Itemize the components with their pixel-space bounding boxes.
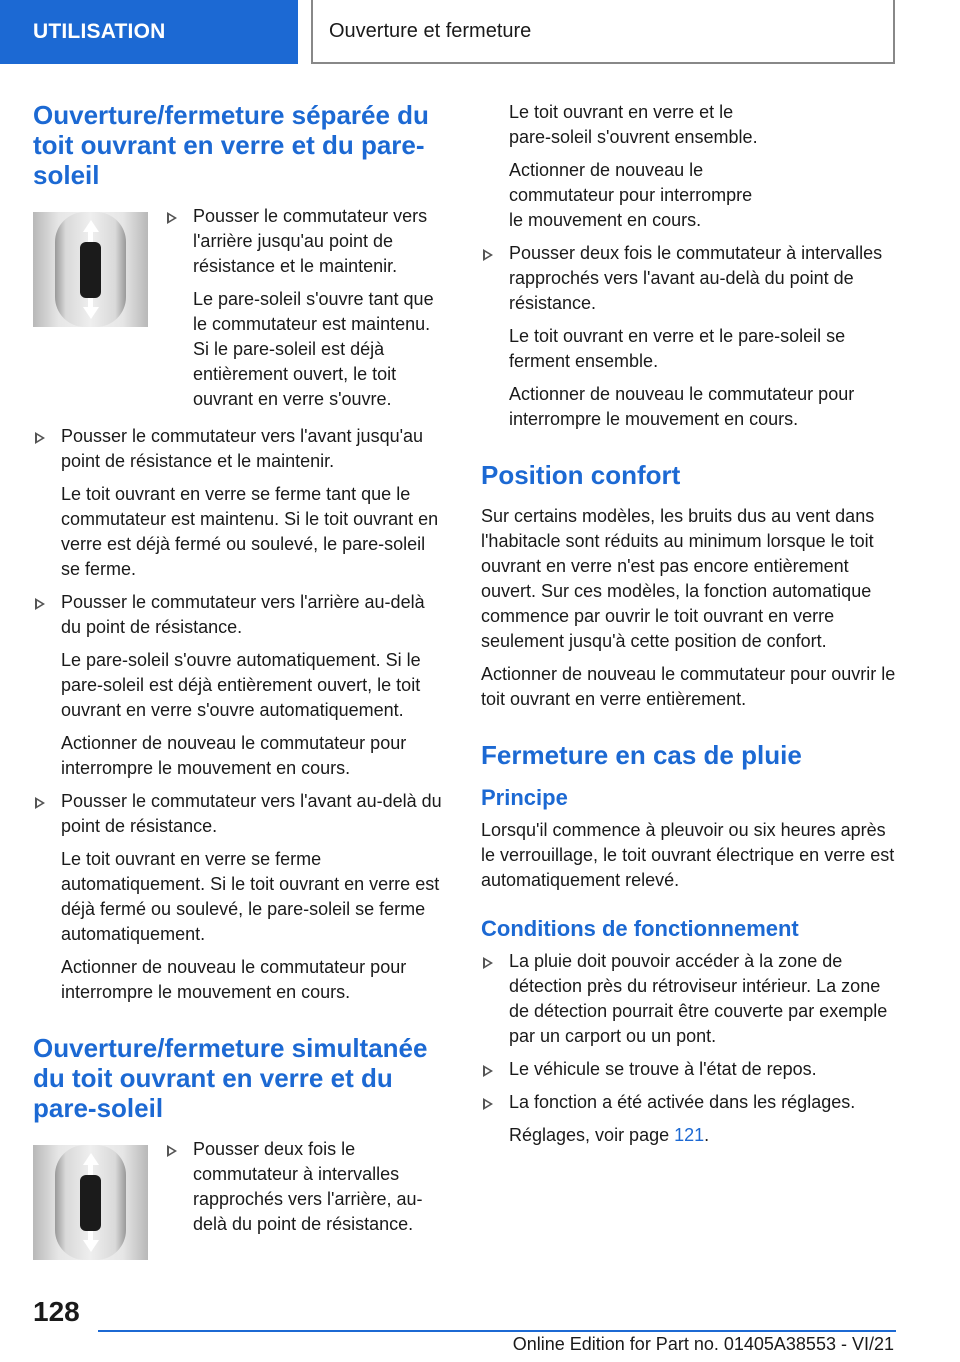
section-title-pluie: Fermeture en cas de pluie [481, 740, 802, 770]
switch-figure-image [33, 1145, 148, 1260]
arrow-up-icon [83, 1153, 99, 1165]
list-item [481, 1057, 897, 1082]
item-paragraph: Le toit ouvrant en verre se ferme tant que le commutateur est maintenu. Si le toit ouvrant en verre est déjà fermé ou soulevé, le pare-soleil se ferme. [61, 484, 439, 579]
arrow-up-icon [83, 220, 99, 232]
item-text: Pousser le commutateur vers l'arrière jusqu'au point de résistance et le maintenir. [193, 206, 428, 276]
settings-reference-text: Réglages, voir page [509, 1125, 675, 1145]
triangle-bullet-icon [35, 432, 45, 444]
switch-knob [80, 1175, 101, 1231]
list-item [33, 424, 449, 582]
item-paragraph: Le toit ouvrant en verre se ferme automatiquement. Si le toit ouvrant en verre est déjà fermé ou soulevé, le pare-soleil se ferme automatiquement. [61, 849, 440, 944]
item-text: La fonction a été activée dans les réglages. [509, 1092, 856, 1112]
list-item [481, 1090, 897, 1148]
subsection-title-conditions: Conditions de fonctionnement [481, 916, 799, 941]
switch-knob [80, 242, 101, 298]
page-number: 128 [33, 1296, 80, 1327]
edition-label: Online Edition for Part no. 01405A38553 - VI/21 [512, 1334, 894, 1354]
item-text: Pousser deux fois le commutateur à intervalles rapprochés vers l'arrière, au-delà du point de résistance. [193, 1139, 423, 1234]
triangle-bullet-icon [483, 957, 493, 969]
item-text: Le véhicule se trouve à l'état de repos. [509, 1059, 817, 1079]
principe-paragraph: Lorsqu'il commence à pleuvoir ou six heures après le verrouillage, le toit ouvrant électrique en verre est automatiquement relevé. [481, 820, 895, 890]
item-paragraph: Le pare-soleil s'ouvre automatiquement. Si le pare-soleil est déjà entièrement ouvert, le toit ouvrant en verre s'ouvre automatiquement. [61, 650, 421, 720]
list-item [165, 1137, 449, 1237]
footer-divider [98, 1330, 896, 1332]
switch-figure-image [33, 212, 148, 327]
item-paragraph: Actionner de nouveau le commutateur pour interrompre le mouvement en cours. [509, 160, 753, 230]
triangle-bullet-icon [35, 797, 45, 809]
section-title-confort: Position confort [481, 460, 681, 490]
triangle-bullet-icon [167, 1145, 177, 1157]
list-item [481, 949, 897, 1049]
item-paragraph: Le pare-soleil s'ouvre tant que le commutateur est maintenu. Si le pare-soleil est déjà entièrement ouvert, le toit ouvrant en verre s'ouvre. [193, 289, 434, 409]
item-paragraph: Actionner de nouveau le commutateur pour interrompre le mouvement en cours. [61, 957, 407, 1002]
item-paragraph: Actionner de nouveau le commutateur pour interrompre le mouvement en cours. [509, 384, 855, 429]
triangle-bullet-icon [483, 249, 493, 261]
settings-reference [509, 1123, 897, 1148]
triangle-bullet-icon [167, 212, 177, 224]
page-header [0, 0, 960, 66]
section-title-separate: Ouverture/fermeture séparée du toit ouvrant en verre et du pare-soleil [33, 100, 429, 190]
arrow-down-icon [83, 307, 99, 319]
item-text: Pousser le commutateur vers l'avant jusqu'au point de résistance et le maintenir. [61, 426, 424, 471]
item-paragraph: Le toit ouvrant en verre et le pare-soleil s'ouvrent ensemble. [509, 102, 758, 147]
arrow-down-icon [83, 1240, 99, 1252]
list-item [165, 204, 449, 412]
section-title-simultaneous: Ouverture/fermeture simultanée du toit ouvrant en verre et du pare-soleil [33, 1033, 428, 1123]
right-column [481, 100, 897, 1156]
list-item [33, 590, 449, 781]
settings-reference-end: . [704, 1125, 710, 1145]
item-text: Pousser deux fois le commutateur à intervalles rapprochés vers l'avant au-delà du point de résistance. [509, 243, 883, 313]
triangle-bullet-icon [35, 598, 45, 610]
item-text: Pousser le commutateur vers l'avant au-delà du point de résistance. [61, 791, 442, 836]
header-section-label: UTILISATION [0, 0, 298, 64]
item-text: Pousser le commutateur vers l'arrière au-delà du point de résistance. [61, 592, 425, 637]
item-text: La pluie doit pouvoir accéder à la zone de détection près du rétroviseur intérieur. La zone de détection pourrait être couverte par exemple par un carport ou un pont. [509, 951, 888, 1046]
triangle-bullet-icon [483, 1065, 493, 1077]
confort-paragraph: Actionner de nouveau le commutateur pour ouvrir le toit ouvrant en verre entièrement. [481, 664, 896, 709]
confort-paragraph: Sur certains modèles, les bruits dus au vent dans l'habitacle sont réduits au minimum lorsque le toit ouvrant en verre n'est pas encore entièrement ouvert. Sur ces modèles, la fonction automatique commence par ouvrir le toit ouvrant en verre seulement jusqu'à cette position de confort. [481, 506, 875, 651]
list-item [481, 241, 897, 432]
subsection-title-principe: Principe [481, 785, 568, 810]
header-topic-label: Ouverture et fermeture [311, 0, 895, 64]
figure-row-separate [33, 204, 449, 420]
left-column [33, 100, 449, 1260]
item-paragraph: Actionner de nouveau le commutateur pour interrompre le mouvement en cours. [61, 733, 407, 778]
list-item [33, 789, 449, 1005]
page-link[interactable]: 121 [674, 1125, 705, 1145]
item-paragraph: Le toit ouvrant en verre et le pare-soleil se ferment ensemble. [509, 326, 846, 371]
figure-row-simultaneous [33, 1137, 449, 1260]
triangle-bullet-icon [483, 1098, 493, 1110]
